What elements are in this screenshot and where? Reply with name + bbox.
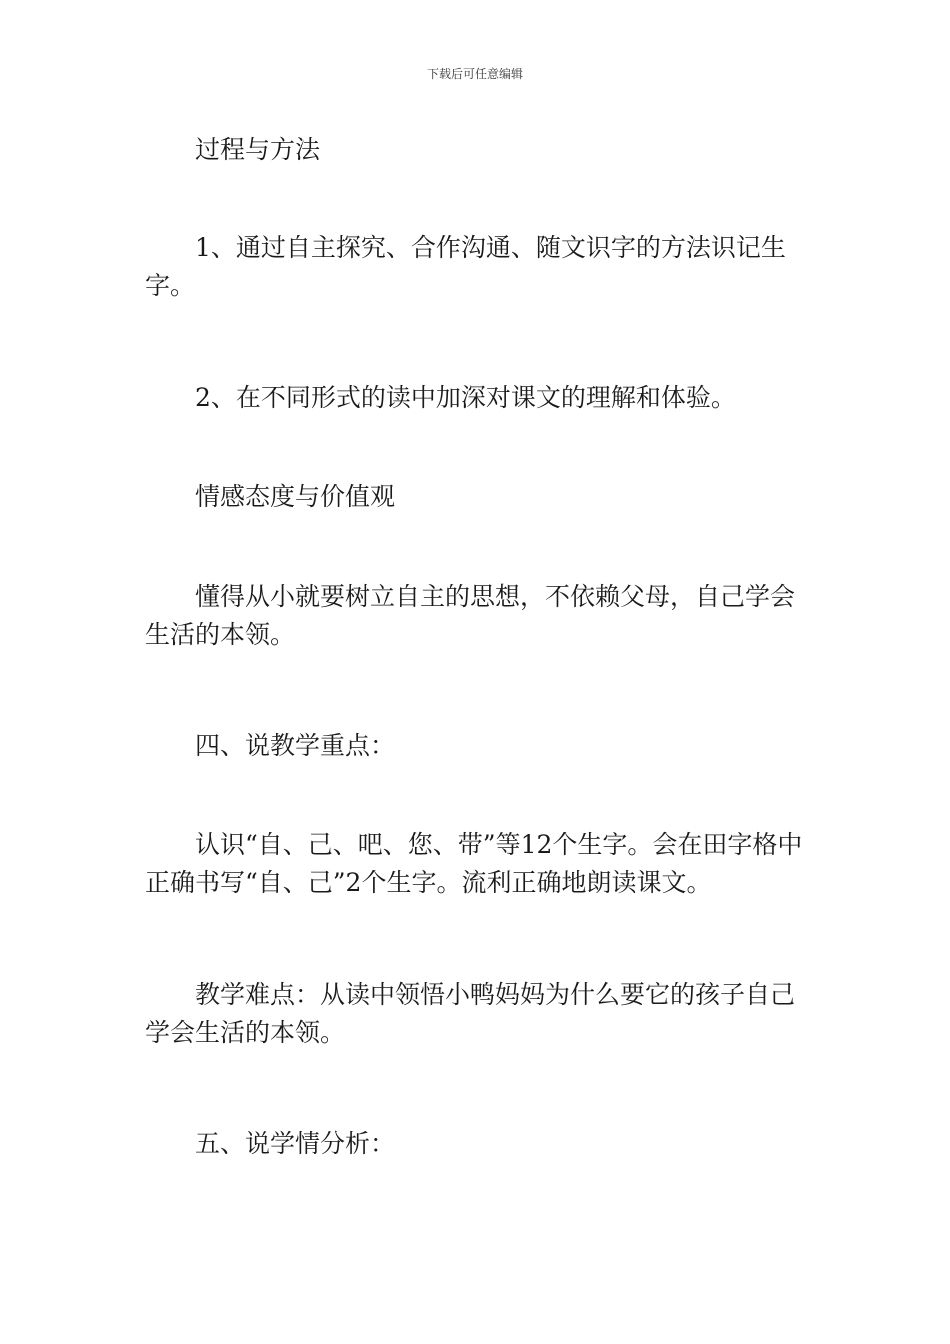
header-note: 下载后可任意编辑 xyxy=(426,67,523,81)
heading-teaching-focus: 四、说教学重点： xyxy=(195,731,396,760)
paragraph-item-2: 2、在不同形式的读中加深对课文的理解和体验。 xyxy=(195,383,736,412)
paragraph-item-1: 1、通过自主探究、合作沟通、随文识字的方法识记生字。 xyxy=(145,233,786,300)
paragraph-emotion-values: 情感态度与价值观 xyxy=(195,482,396,511)
heading-learning-analysis: 五、说学情分析： xyxy=(195,1129,396,1158)
paragraph-teaching-focus: 认识“自、己、吧、您、带”等12个生字。会在田字格中正确书写“自、己”2个生字。流利正确地朗读课文。 xyxy=(145,830,803,897)
paragraph-process-method: 过程与方法 xyxy=(195,135,321,164)
paragraph-independence: 懂得从小就要树立自主的思想，不依赖父母，自己学会生活的本领。 xyxy=(145,582,796,649)
paragraph-teaching-difficulty: 教学难点：从读中领悟小鸭妈妈为什么要它的孩子自己学会生活的本领。 xyxy=(145,980,796,1047)
